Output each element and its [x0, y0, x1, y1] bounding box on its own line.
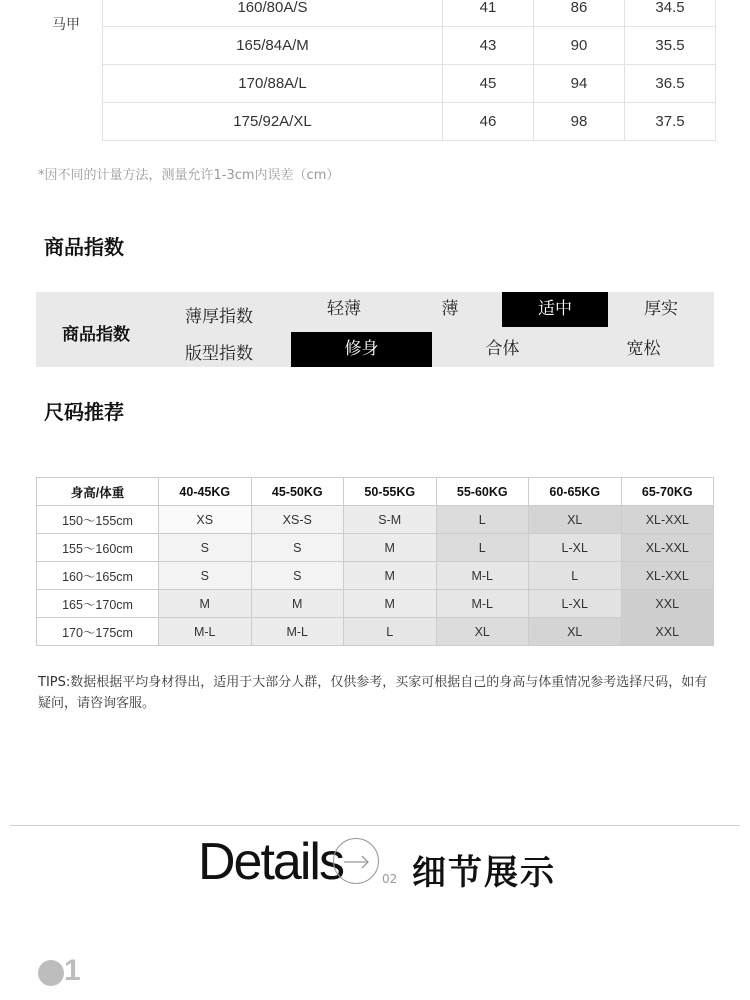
measurement-note: *因不同的计量方法，测量允许1-3cm内误差（cm） [38, 168, 340, 183]
size-table-header-cell: 60-65KG [529, 478, 622, 506]
thickness-option-thin: 薄 [441, 299, 459, 319]
section-dot-icon [38, 960, 64, 986]
size-table-cell: M [344, 562, 437, 590]
vest-table-cell: 90 [534, 27, 625, 65]
size-table-cell: XS [159, 506, 252, 534]
vest-table-cell: 86 [534, 0, 625, 27]
size-table-row [37, 506, 714, 534]
size-table-height-cell: 155～160cm [37, 534, 159, 562]
size-table-cell: M-L [159, 618, 252, 646]
size-table-cell: S [159, 534, 252, 562]
vest-table-cell: 43 [443, 27, 534, 65]
size-table-cell: S [251, 534, 344, 562]
fit-option-slim-selected: 修身 [291, 332, 432, 367]
size-table-cell: L [344, 618, 437, 646]
arrow-circle-icon [333, 838, 379, 884]
size-table-cell: L-XL [529, 590, 622, 618]
size-table-header-cell: 65-70KG [621, 478, 714, 506]
vest-table-cell: 46 [443, 103, 534, 141]
details-title: Details [198, 833, 343, 891]
size-table-cell: S-M [344, 506, 437, 534]
size-table-cell: M [344, 590, 437, 618]
size-table-cell: XL [529, 618, 622, 646]
vest-table-cell: 37.5 [625, 103, 716, 141]
vest-table-row [103, 0, 716, 27]
size-table-cell: XL-XXL [621, 534, 714, 562]
size-table-cell: M [344, 534, 437, 562]
size-table-cell: XL-XXL [621, 562, 714, 590]
vest-table-cell: 170/88A/L [103, 65, 443, 103]
thickness-label: 薄厚指数 [185, 307, 253, 327]
vest-category-label: 马甲 [52, 17, 80, 33]
vest-table-cell: 36.5 [625, 65, 716, 103]
size-table-header-cell: 40-45KG [159, 478, 252, 506]
vest-table-row [103, 103, 716, 141]
size-table-cell: L [529, 562, 622, 590]
section-divider [10, 825, 740, 826]
size-table-row [37, 590, 714, 618]
size-table-cell: XL-XXL [621, 506, 714, 534]
size-heading: 尺码推荐 [44, 400, 124, 424]
thickness-option-medium-selected: 适中 [502, 292, 608, 327]
size-table-height-cell: 165～170cm [37, 590, 159, 618]
size-table-row [37, 562, 714, 590]
size-table-cell: M [159, 590, 252, 618]
size-table-header-cell: 身高/体重 [37, 478, 159, 506]
vest-table-cell: 160/80A/S [103, 0, 443, 27]
size-table-cell: XXL [621, 618, 714, 646]
vest-table-cell: 98 [534, 103, 625, 141]
index-heading: 商品指数 [44, 235, 124, 259]
size-table-header-cell: 45-50KG [251, 478, 344, 506]
fit-label: 版型指数 [185, 344, 253, 364]
size-table-cell: L [436, 506, 529, 534]
size-table-cell: M-L [251, 618, 344, 646]
size-table-cell: M-L [436, 562, 529, 590]
size-recommendation-table [36, 477, 714, 646]
vest-table-cell: 41 [443, 0, 534, 27]
details-chinese-title: 细节展示 [412, 853, 556, 893]
tips-text: TIPS:数据根据平均身材得出，适用于大部分人群，仅供参考，买家可根据自己的身高与体重情况参考选择尺码，如有疑问，请咨询客服。 [38, 675, 708, 711]
thickness-option-light: 轻薄 [327, 299, 361, 319]
size-table-header-cell: 55-60KG [436, 478, 529, 506]
vest-table-cell: 34.5 [625, 0, 716, 27]
vest-table-cell: 35.5 [625, 27, 716, 65]
vest-table-cell: 45 [443, 65, 534, 103]
size-table-row [37, 534, 714, 562]
product-index-panel [36, 292, 714, 367]
section-number: 1 [64, 954, 81, 987]
size-table-cell: XXL [621, 590, 714, 618]
vest-table-cell: 165/84A/M [103, 27, 443, 65]
details-number: 02 [382, 872, 398, 886]
vest-size-table [102, 0, 716, 141]
index-panel-title: 商品指数 [62, 325, 130, 345]
fit-option-regular: 合体 [485, 339, 520, 359]
size-table-cell: S [159, 562, 252, 590]
size-table-cell: XL [529, 506, 622, 534]
size-table-cell: XL [436, 618, 529, 646]
size-table-cell: XS-S [251, 506, 344, 534]
size-table-height-cell: 160～165cm [37, 562, 159, 590]
vest-table-row [103, 65, 716, 103]
size-table-cell: M-L [436, 590, 529, 618]
size-table-cell: L-XL [529, 534, 622, 562]
size-table-cell: S [251, 562, 344, 590]
size-table-height-cell: 170～175cm [37, 618, 159, 646]
vest-table-cell: 94 [534, 65, 625, 103]
size-table-cell: M [251, 590, 344, 618]
size-table-header-cell: 50-55KG [344, 478, 437, 506]
vest-table-cell: 175/92A/XL [103, 103, 443, 141]
size-table-height-cell: 150～155cm [37, 506, 159, 534]
size-table-cell: L [436, 534, 529, 562]
thickness-option-thick: 厚实 [644, 299, 678, 319]
vest-table-row [103, 27, 716, 65]
fit-option-loose: 宽松 [626, 339, 661, 359]
size-table-row [37, 618, 714, 646]
